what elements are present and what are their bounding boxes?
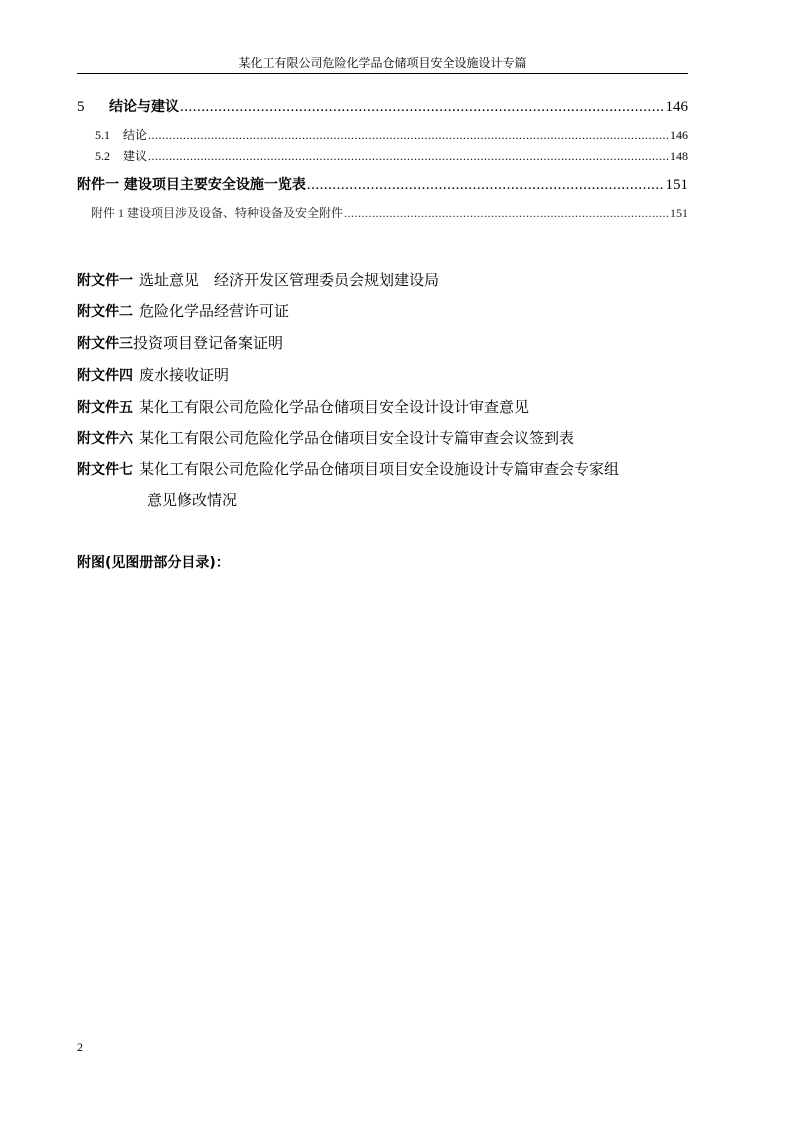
attachment-label: 附文件二 bbox=[77, 304, 133, 320]
toc-entry-appendix-1-1[interactable] bbox=[77, 204, 688, 221]
attachment-text: 投资项目登记备案证明 bbox=[133, 336, 284, 352]
figures-heading bbox=[77, 552, 230, 572]
toc-entry-5-1[interactable] bbox=[77, 126, 688, 143]
toc-title: 附件 1 建设项目涉及设备、特种设备及安全附件 bbox=[91, 206, 344, 220]
toc-page: 151 bbox=[670, 206, 688, 220]
attachment-item bbox=[77, 427, 574, 448]
attachment-text: 某化工有限公司危险化学品仓储项目安全设计专篇审查会议签到表 bbox=[139, 431, 575, 447]
figures-heading-text: 附图(见图册部分目录)： bbox=[77, 555, 230, 571]
toc-number: 5.1 bbox=[95, 128, 110, 142]
dot-leader bbox=[307, 177, 665, 194]
attachment-item bbox=[77, 396, 529, 417]
toc-page: 146 bbox=[670, 128, 688, 142]
attachment-item bbox=[77, 364, 229, 385]
attachment-label: 附文件六 bbox=[77, 431, 133, 447]
attachment-label: 附文件三 bbox=[77, 336, 133, 352]
attachment-label: 附文件五 bbox=[77, 400, 133, 416]
attachment-text-continued: 意见修改情况 bbox=[147, 493, 238, 509]
page-number: 2 bbox=[77, 1040, 83, 1054]
dot-leader bbox=[180, 99, 665, 116]
attachment-item bbox=[77, 300, 289, 321]
toc-entry-appendix-1[interactable] bbox=[77, 174, 688, 194]
dot-leader bbox=[148, 128, 669, 143]
attachment-text: 危险化学品经营许可证 bbox=[139, 304, 290, 320]
attachment-text: 某化工有限公司危险化学品仓储项目安全设计设计审查意见 bbox=[139, 400, 530, 416]
toc-title: 建议 bbox=[123, 149, 148, 163]
attachment-item bbox=[77, 332, 283, 353]
attachment-item bbox=[77, 458, 619, 479]
toc-page: 151 bbox=[665, 177, 688, 193]
toc-entry-5[interactable] bbox=[77, 96, 688, 116]
toc-number: 5.2 bbox=[95, 149, 110, 163]
attachment-label: 附文件七 bbox=[77, 462, 133, 478]
toc-number: 5 bbox=[77, 99, 85, 115]
toc-entry-5-2[interactable] bbox=[77, 147, 688, 164]
attachment-label: 附文件一 bbox=[77, 273, 133, 289]
dot-leader bbox=[148, 149, 669, 164]
attachment-label: 附文件四 bbox=[77, 368, 133, 384]
running-header: 某化工有限公司危险化学品仓储项目安全设施设计专篇 bbox=[238, 56, 527, 70]
toc-page: 148 bbox=[670, 149, 688, 163]
attachment-text: 废水接收证明 bbox=[139, 368, 230, 384]
header-rule bbox=[77, 73, 688, 74]
toc-title: 附件一 建设项目主要安全设施一览表 bbox=[77, 177, 306, 193]
toc-page: 146 bbox=[665, 99, 688, 115]
toc-title: 结论 bbox=[123, 128, 148, 142]
attachment-text: 选址意见 经济开发区管理委员会规划建设局 bbox=[139, 273, 440, 289]
attachment-text: 某化工有限公司危险化学品仓储项目项目安全设施设计专篇审查会专家组 bbox=[139, 462, 620, 478]
dot-leader bbox=[344, 206, 669, 221]
attachment-item bbox=[77, 269, 439, 290]
toc-title: 结论与建议 bbox=[109, 99, 179, 115]
